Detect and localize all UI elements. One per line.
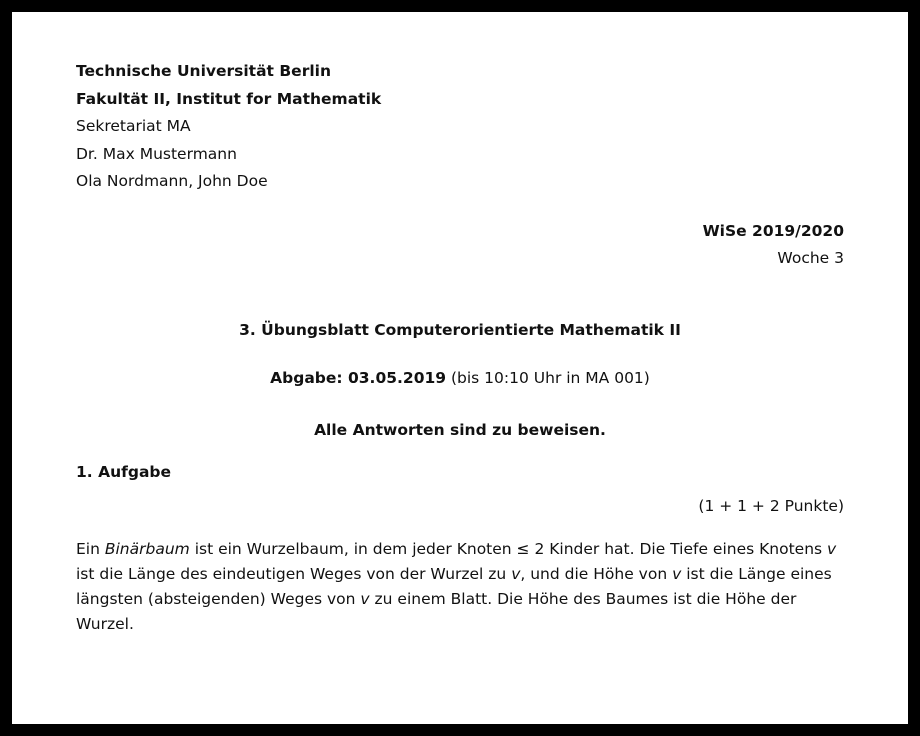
letterhead-line-assistants: Ola Nordmann, John Doe: [76, 172, 268, 191]
term-block: [76, 218, 844, 273]
paragraph-part-4: , und die Höhe von: [520, 565, 673, 584]
term-label: WiSe 2019/2020: [702, 221, 844, 240]
task-heading: 1. Aufgabe: [76, 463, 172, 482]
paragraph-italic-4: v: [672, 565, 682, 584]
paragraph-part-6: zu einem Blatt. Die Höhe des Baumes ist die Höhe der Wurzel.: [76, 590, 797, 634]
paragraph-part-3: ist die Länge des eindeutigen Weges von der Wurzel zu: [76, 565, 512, 584]
paragraph-italic-2: v: [827, 540, 837, 559]
task-paragraph: [76, 537, 844, 637]
due-note: (bis 10:10 Uhr in MA 001): [450, 369, 650, 388]
paragraph-part-5: ist die Länge eines längsten (absteigenden) Weges von: [76, 565, 832, 609]
letterhead: [76, 58, 844, 196]
paragraph-part-2: ist ein Wurzelbaum, in dem jeder Knoten ≤ 2 Kinder hat. Die Tiefe eines Knotens: [189, 540, 828, 559]
due-line: [76, 369, 844, 387]
proof-notice: Alle Antworten sind zu beweisen.: [314, 421, 606, 440]
due-date: Abgabe: 03.05.2019: [270, 369, 447, 388]
letterhead-line-faculty: Fakultät II, Institut for Mathematik: [76, 89, 382, 108]
letterhead-line-lecturer: Dr. Max Mustermann: [76, 144, 237, 163]
title-block: [76, 321, 844, 439]
points-label: (1 + 1 + 2 Punkte): [698, 497, 844, 516]
paragraph-italic-5: v: [360, 590, 370, 609]
paragraph-part-1: Ein: [76, 540, 105, 559]
paragraph-italic-3: v: [511, 565, 521, 584]
paragraph-italic-1: Binärbaum: [104, 540, 190, 559]
letterhead-line-university: Technische Universität Berlin: [76, 62, 331, 80]
document-page: [12, 12, 908, 724]
page-title: 3. Übungsblatt Computerorientierte Mathematik II: [239, 321, 681, 340]
letterhead-line-secretariat: Sekretariat MA: [76, 117, 191, 136]
week-label: Woche 3: [777, 249, 844, 268]
